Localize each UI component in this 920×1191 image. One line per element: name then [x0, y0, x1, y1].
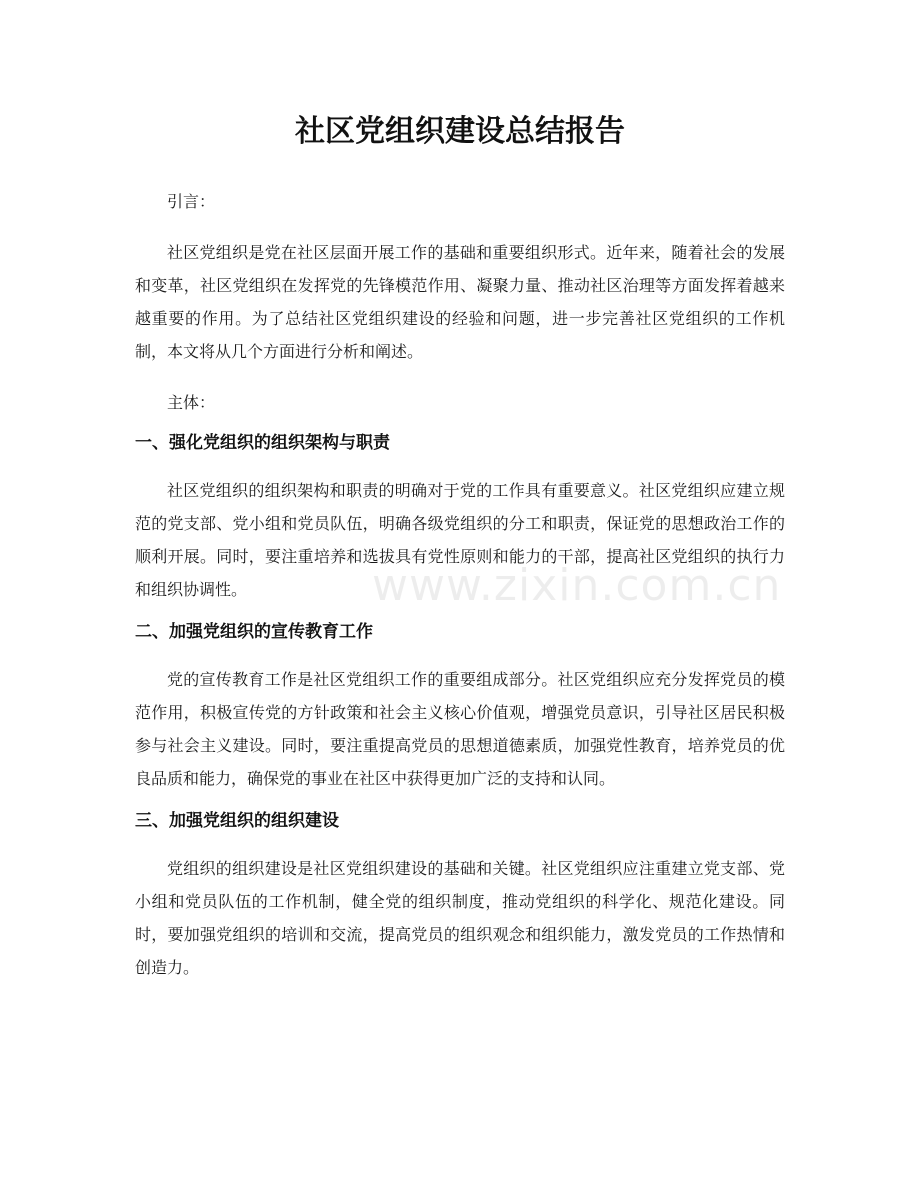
watermark: www.zixin.com.cn	[372, 560, 782, 611]
body-label: 主体：	[167, 393, 216, 412]
intro-paragraph: 社区党组织是党在社区层面开展工作的基础和重要组织形式。近年来，随着社会的发展和变革，社区党组织在发挥党的先锋模范作用、凝聚力量、推动社区治理等方面发挥着越来越重要的作用。为了总结社区党组织建设的经验和问题，进一步完善社区党组织的工作机制，本文将从几个方面进行分析和阐述。	[135, 243, 785, 361]
section-paragraph-3: 党组织的组织建设是社区党组织建设的基础和关键。社区党组织应注重建立党支部、党小组和党员队伍的工作机制，健全党的组织制度，推动党组织的科学化、规范化建设。同时，要加强党组织的培训和交流，提高党员的组织观念和组织能力，激发党员的工作热情和创造力。	[135, 859, 785, 977]
section-paragraph-2: 党的宣传教育工作是社区党组织工作的重要组成部分。社区党组织应充分发挥党员的模范作用，积极宣传党的方针政策和社会主义核心价值观，增强党员意识，引导社区居民积极参与社会主义建设。同时，要注重提高党员的思想道德素质，加强党性教育，培养党员的优良品质和能力，确保党的事业在社区中获得更加广泛的支持和认同。	[135, 670, 785, 788]
document-title: 社区党组织建设总结报告	[295, 114, 625, 149]
document-body	[135, 108, 785, 984]
section-heading-2: 二、加强党组织的宣传教育工作	[135, 622, 373, 642]
section-paragraph-1: 社区党组织的组织架构和职责的明确对于党的工作具有重要意义。社区党组织应建立规范的党支部、党小组和党员队伍，明确各级党组织的分工和职责，保证党的思想政治工作的顺利开展。同时，要注重培养和选拔具有党性原则和能力的干部，提高社区党组织的执行力和组织协调性。	[135, 481, 785, 599]
section-heading-3: 三、加强党组织的组织建设	[135, 811, 339, 831]
section-heading-1: 一、强化党组织的组织架构与职责	[135, 433, 390, 453]
intro-label: 引言：	[167, 192, 216, 211]
